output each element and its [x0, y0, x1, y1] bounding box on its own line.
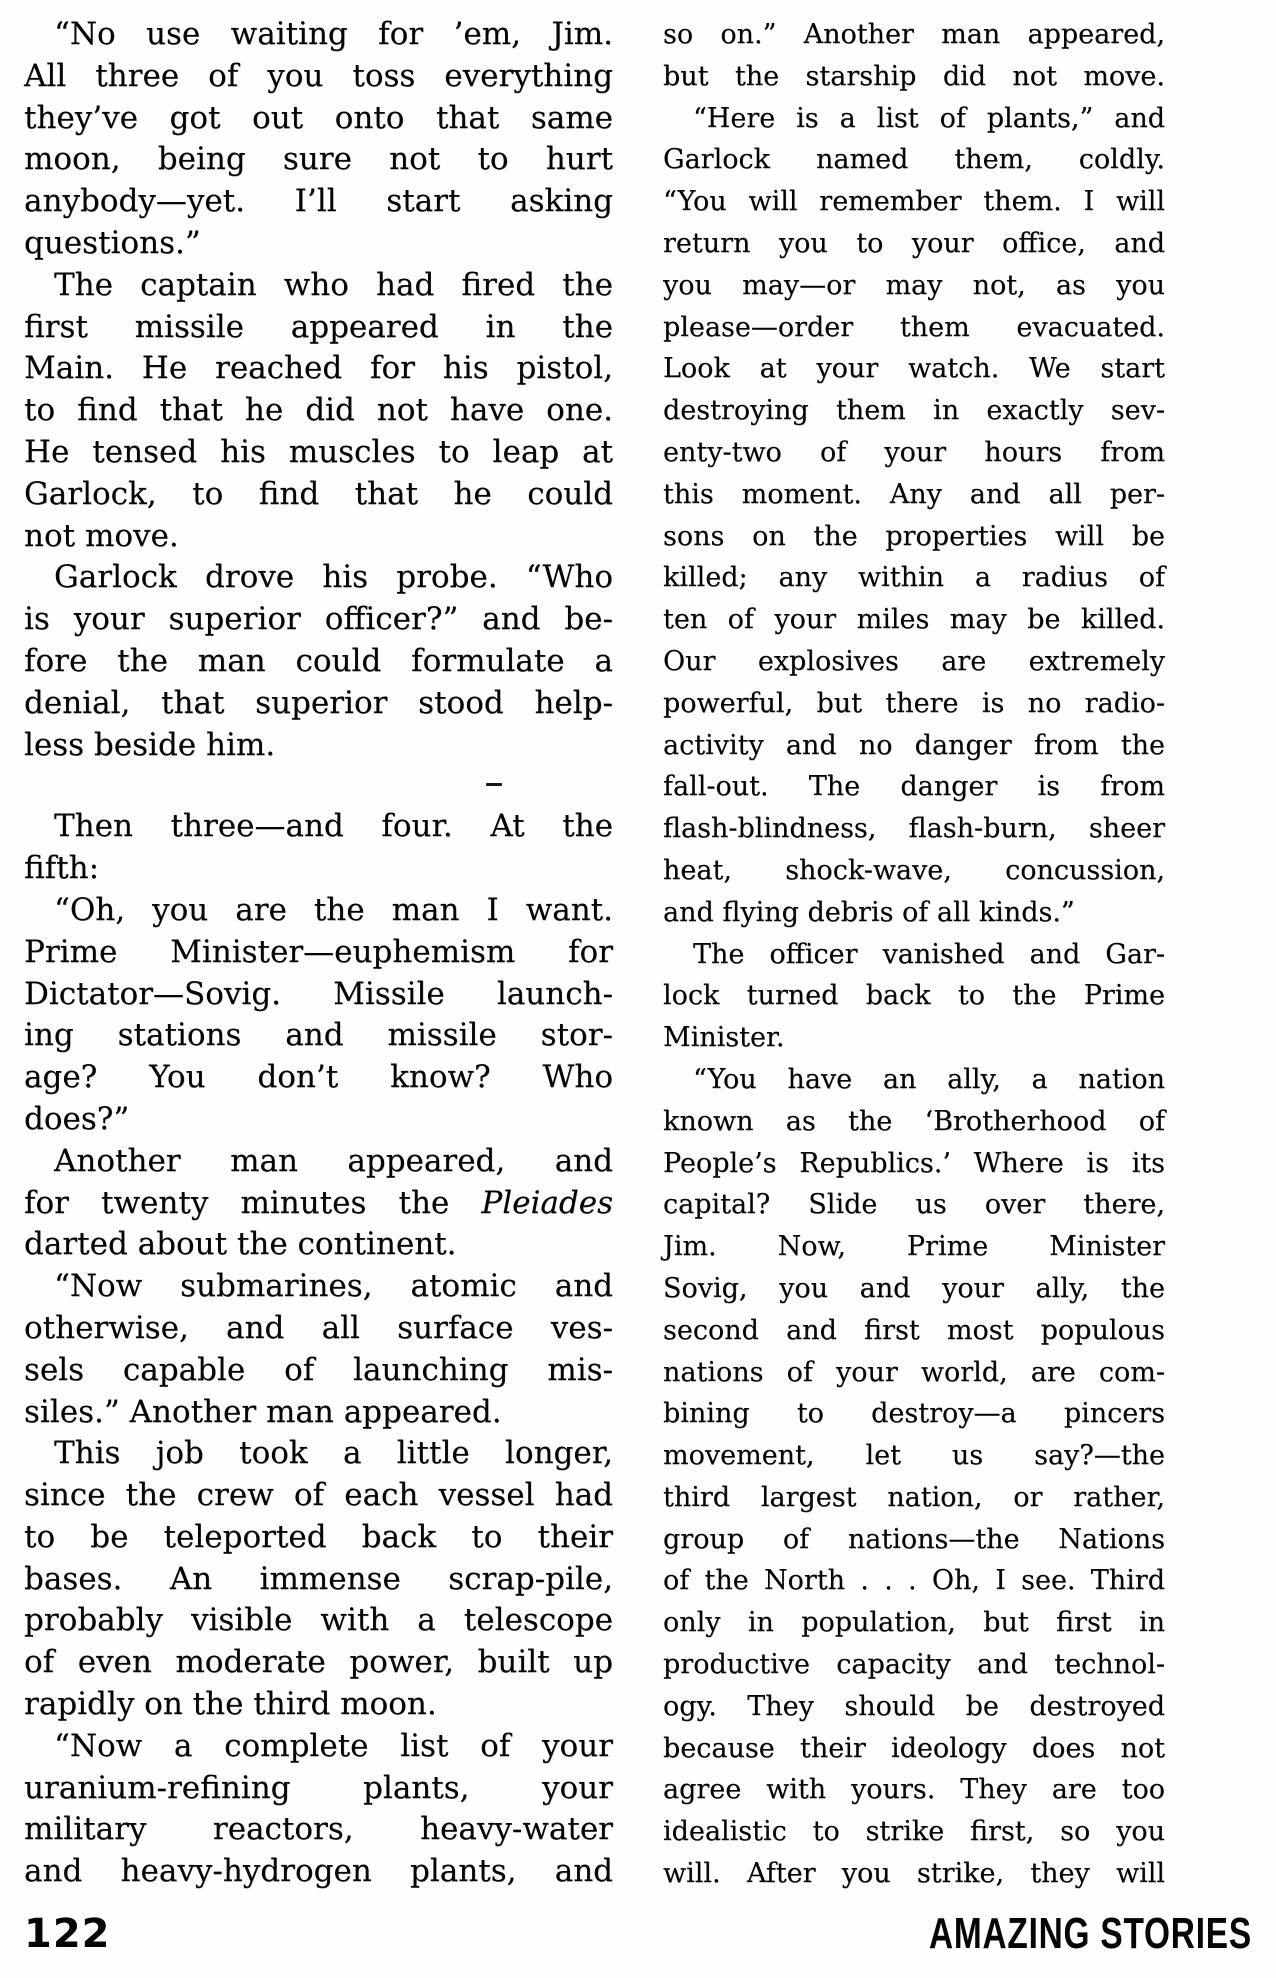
text-line: “Here is a list of plants,” and [693, 102, 1165, 134]
text-line: moon, being sure not to hurt [24, 141, 613, 178]
text-line: denial, that superior stood help- [24, 684, 613, 721]
text-line: The officer vanished and Gar- [693, 938, 1165, 970]
text-line: ogy. They should be destroyed [663, 1690, 1165, 1722]
text-line: second and first most populous [663, 1314, 1165, 1346]
text-line: but the starship did not move. [663, 60, 1165, 92]
left-text-column [24, 14, 613, 1893]
text-line: Our explosives are extremely [663, 645, 1165, 677]
text-line: productive capacity and technol- [663, 1649, 1165, 1681]
text-line: “You will remember them. I will [663, 186, 1165, 218]
text-line: Look at your watch. We start [663, 353, 1165, 385]
text-line: only in population, but first in [663, 1607, 1165, 1639]
text-line: since the crew of each vessel had [24, 1477, 613, 1514]
text-line: questions.” [24, 224, 201, 261]
text-line: of even moderate power, built up [24, 1644, 613, 1681]
text-line: so on.” Another man appeared, [663, 19, 1165, 50]
text-line: heat, shock-wave, concussion, [663, 854, 1165, 886]
text-line: He tensed his muscles to leap at [24, 433, 613, 470]
page-footer [24, 1909, 1252, 1958]
text-line: “Now submarines, atomic and [54, 1268, 613, 1305]
text-line: “No use waiting for ’em, Jim. [54, 16, 613, 52]
text-line: group of nations—the Nations [663, 1523, 1165, 1555]
text-line: fall-out. The danger is from [663, 771, 1165, 803]
text-line: Sovig, you and your ally, the [663, 1272, 1165, 1304]
text-line: “Oh, you are the man I want. [54, 891, 613, 928]
text-line: “You have an ally, a nation [693, 1063, 1165, 1095]
text-line: activity and no danger from the [663, 729, 1165, 761]
text-line: uranium-refining plants, your [24, 1769, 613, 1806]
text-line: Garlock named them, coldly. [663, 144, 1165, 176]
text-line: fifth: [24, 850, 100, 887]
text-line: Jim. Now, Prime Minister [663, 1231, 1165, 1263]
text-line: Minister. [663, 1022, 785, 1054]
text-line: agree with yours. They are too [663, 1774, 1165, 1806]
text-line: of the North . . . Oh, I see. Third [663, 1565, 1165, 1597]
text-line: ing stations and missile stor- [24, 1017, 613, 1054]
text-line: military reactors, heavy-water [24, 1811, 613, 1848]
text-line: for twenty minutes the Pleiades [24, 1184, 613, 1221]
text-line: please—order them evacuated. [663, 311, 1165, 343]
section-break-dash [486, 783, 502, 786]
text-line: darted about the continent. [24, 1226, 457, 1263]
text-line: Another man appeared, and [54, 1142, 613, 1179]
text-line: nations of your world, are com- [663, 1356, 1165, 1388]
text-line: movement, let us say?—the [663, 1440, 1165, 1472]
text-line: bases. An immense scrap-pile, [24, 1560, 613, 1597]
text-line: Main. He reached for his pistol, [24, 350, 613, 387]
text-line: return you to your office, and [663, 227, 1165, 259]
text-line: probably visible with a telescope [24, 1602, 613, 1639]
text-line: is your superior officer?” and be- [24, 601, 613, 638]
text-line: idealistic to strike first, so you [663, 1816, 1165, 1848]
text-line: will. After you strike, they will [663, 1858, 1165, 1890]
text-line: Then three—and four. At the [54, 808, 613, 845]
text-line: The captain who had fired the [54, 266, 613, 303]
text-line: because their ideology does not [663, 1732, 1165, 1764]
text-line: and flying debris of all kinds.” [663, 896, 1075, 928]
text-line: this moment. Any and all per- [663, 478, 1165, 510]
text-line: flash-blindness, flash-burn, sheer [663, 813, 1165, 845]
text-line: to find that he did not have one. [24, 392, 613, 429]
text-line: sons on the properties will be [663, 520, 1165, 552]
text-line: first missile appeared in the [24, 308, 613, 345]
text-line: bining to destroy—a pincers [663, 1398, 1165, 1430]
page-number: 122 [24, 1911, 111, 1957]
text-line: known as the ‘Brotherhood of [663, 1105, 1165, 1137]
text-line: ten of your miles may be killed. [663, 604, 1165, 636]
right-text-column [663, 14, 1165, 1895]
text-line: to be teleported back to their [24, 1518, 613, 1555]
text-line: less beside him. [24, 726, 276, 763]
text-line: you may—or may not, as you [663, 269, 1165, 301]
text-line: sels capable of launching mis- [24, 1351, 613, 1388]
text-line: capital? Slide us over there, [663, 1189, 1165, 1221]
text-line: does?” [24, 1100, 130, 1137]
text-line: fore the man could formulate a [24, 642, 613, 679]
text-line: lock turned back to the Prime [663, 980, 1165, 1012]
text-line: and heavy-hydrogen plants, and [24, 1853, 613, 1890]
magazine-title: AMAZING STORIES [929, 1909, 1252, 1958]
section-break [24, 766, 613, 806]
text-line: Dictator—Sovig. Missile launch- [24, 975, 613, 1012]
text-line: killed; any within a radius of [663, 562, 1165, 594]
text-line: This job took a little longer, [54, 1435, 613, 1472]
text-line: they’ve got out onto that same [24, 99, 613, 136]
text-line: rapidly on the third moon. [24, 1686, 437, 1723]
text-line: powerful, but there is no radio- [663, 687, 1165, 719]
text-line: anybody—yet. I’ll start asking [24, 183, 613, 220]
text-line: People’s Republics.’ Where is its [663, 1147, 1165, 1179]
text-line: otherwise, and all surface ves- [24, 1309, 613, 1346]
text-line: “Now a complete list of your [54, 1727, 613, 1764]
text-line: Garlock drove his probe. “Who [54, 559, 613, 596]
text-line: All three of you toss everything [24, 57, 613, 94]
text-line: age? You don’t know? Who [24, 1059, 613, 1096]
text-line: Garlock, to find that he could [24, 475, 613, 512]
text-line: not move. [24, 517, 179, 554]
text-line: siles.” Another man appeared. [24, 1393, 502, 1430]
text-line: destroying them in exactly sev- [663, 395, 1165, 427]
text-line: enty-two of your hours from [663, 436, 1165, 468]
text-line: third largest nation, or rather, [663, 1481, 1165, 1513]
text-line: Prime Minister—euphemism for [24, 933, 613, 970]
